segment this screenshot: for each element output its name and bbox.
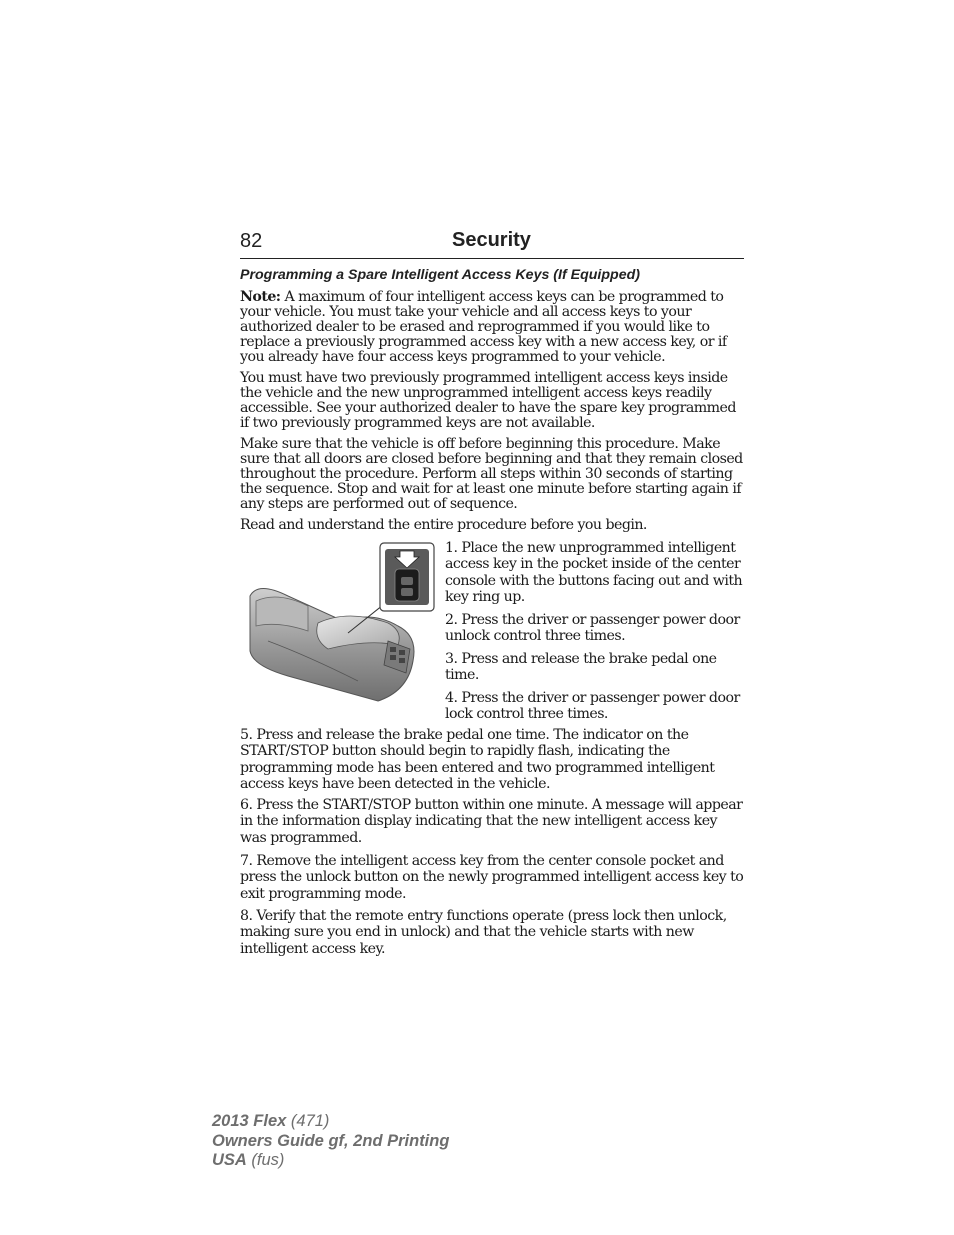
footer-market-code: (fus): [246, 1151, 285, 1169]
step-8: 8. Verify that the remote entry functions operate (press lock then unlock, making sure you end in unlock) and that the vehicle starts with new intelligent access key.: [240, 908, 727, 957]
step-2: 2. Press the driver or passenger power door unlock control three times.: [445, 612, 740, 645]
center-console-illustration: [248, 541, 438, 711]
footer-model: 2013 Flex: [212, 1112, 287, 1130]
step-3: 3. Press and release the brake pedal one time.: [445, 651, 717, 684]
step-7: 7. Remove the intelligent access key from the center console pocket and press the unlock button on the newly programmed intelligent access key to exit programming mode.: [240, 853, 744, 902]
footer-model-code: (471): [286, 1112, 330, 1130]
page-number: 82: [240, 230, 263, 252]
footer-market: USA: [212, 1151, 247, 1169]
page-footer: [212, 1112, 449, 1171]
note-paragraph: [240, 290, 744, 365]
step-1: 1. Place the new unprogrammed intelligent access key in the pocket inside of the center console with the buttons facing out and with key ring up.: [445, 540, 743, 605]
paragraph: You must have two previously programmed intelligent access keys inside the vehicle and the new unprogrammed intelligent access keys readily accessible. See your authorized dealer to have the spare key programmed if two previously programmed keys are not available.: [240, 370, 736, 431]
paragraph: Make sure that the vehicle is off before beginning this procedure. Make sure that all doors are closed before beginning and that they remain closed throughout the procedure. Perform all steps within 30 seconds of starting the sequence. Stop and wait for at least one minute before starting again if any steps are performed out of sequence.: [240, 436, 743, 512]
footer-market-line: [212, 1151, 449, 1171]
step-4: 4. Press the driver or passenger power door lock control three times.: [445, 690, 740, 723]
note-text: A maximum of four intelligent access keys can be programmed to your vehicle. You must take your vehicle and all access keys to your authorized dealer to be erased and reprogrammed if you would like to replace a previously programmed access key with a new access key, or if you already have four access keys programmed to your vehicle.: [240, 289, 727, 365]
subheading: Programming a Spare Intelligent Access Keys (If Equipped): [240, 267, 640, 283]
footer-guide: Owners Guide gf, 2nd Printing: [212, 1131, 450, 1150]
paragraph: Read and understand the entire procedure before you begin.: [240, 517, 647, 533]
section-title: Security: [452, 229, 531, 251]
step-5: 5. Press and release the brake pedal one time. The indicator on the START/STOP button should begin to rapidly flash, indicating the programming mode has been entered and two programmed intelligent access keys have been detected in the vehicle.: [240, 727, 715, 792]
page-header: [240, 228, 744, 259]
footer-model-line: [212, 1112, 449, 1132]
step-6: 6. Press the START/STOP button within one minute. A message will appear in the information display indicating that the new intelligent access key was programmed.: [240, 797, 743, 846]
note-label: Note:: [240, 289, 281, 305]
